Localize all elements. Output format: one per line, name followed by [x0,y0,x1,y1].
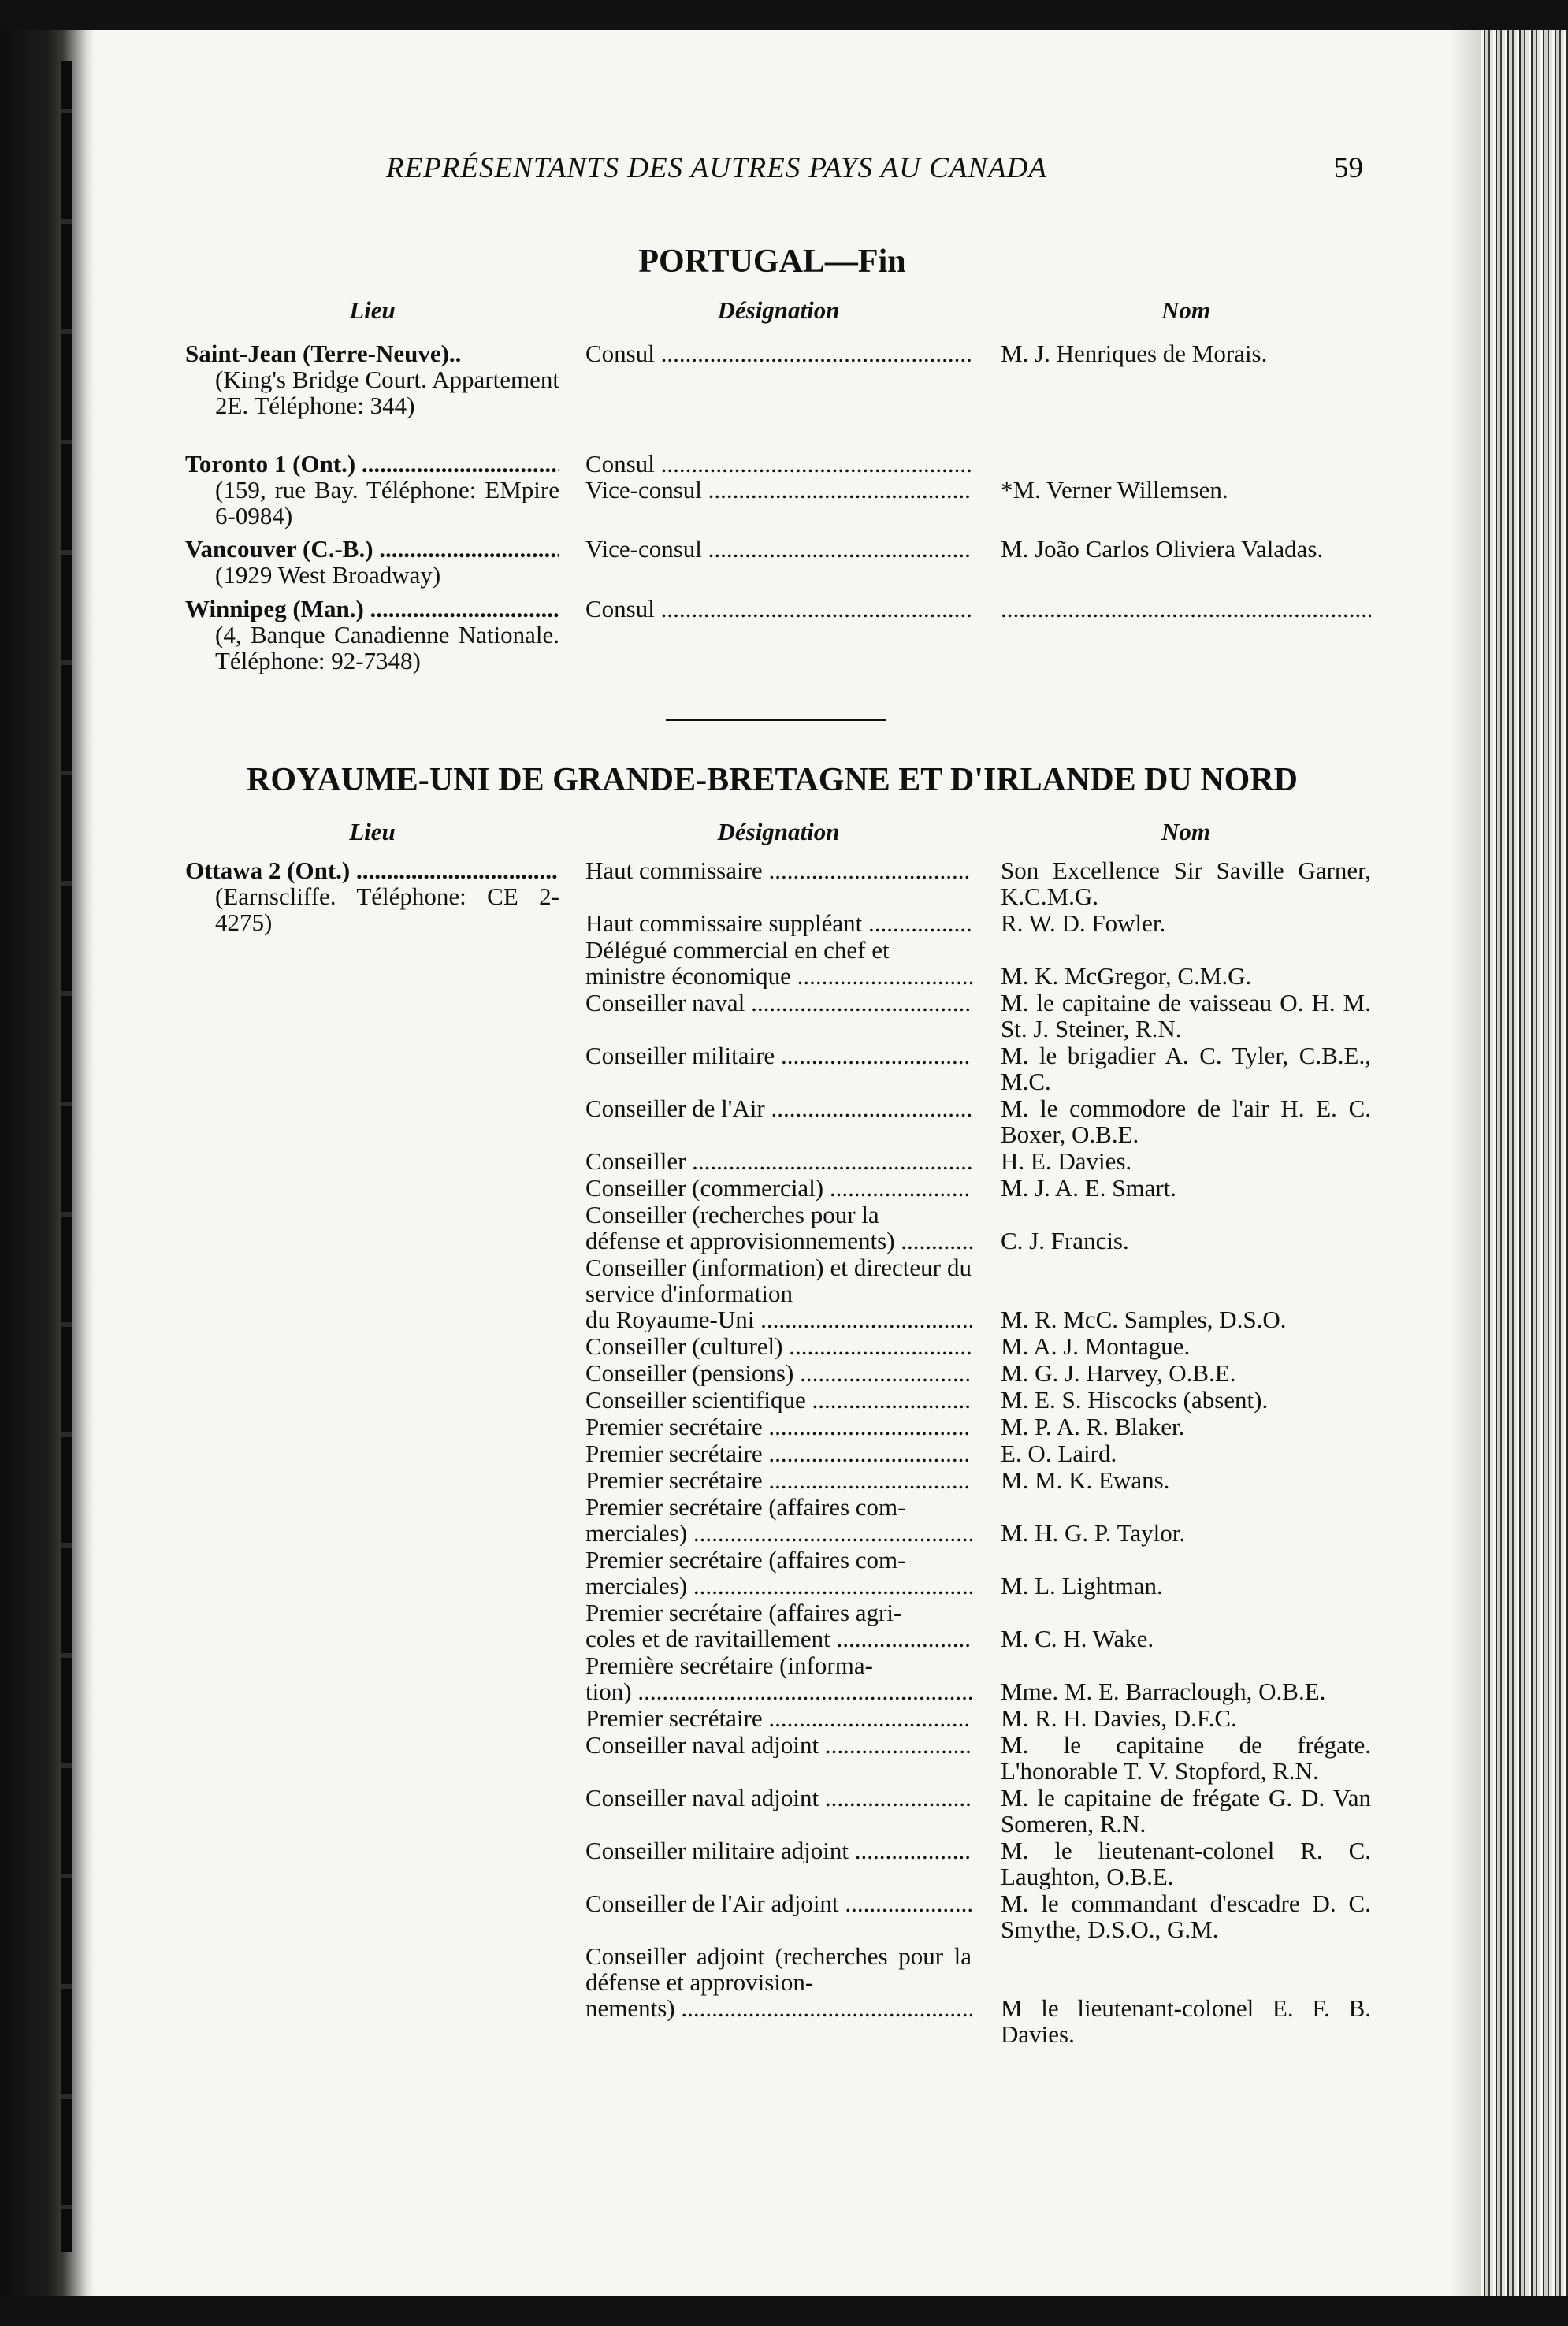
address: (159, rue Bay. Téléphone: EMpire 6-0984) [215,476,559,529]
city: Ottawa 2 (Ont.) ..... [185,857,559,883]
designation-continued: Conseiller (recherches pour la [585,1201,879,1228]
name: M. le commandant d'escadre D. C. Smythe, D.S.O., G.M. [1001,1889,1371,1943]
page-number: 59 [1334,152,1363,184]
city: Saint-Jean (Terre-Neuve).. [185,340,462,367]
name: M. R. H. Davies, D.F.C. [1001,1704,1237,1732]
designation: ministre économique ..... [585,963,972,989]
designation: Conseiller naval adjoint ..... [585,1785,972,1811]
designation: Premier secrétaire ..... [585,1705,972,1731]
designation: du Royaume-Uni ..... [585,1306,972,1332]
designation: Conseiller militaire adjoint ..... [585,1837,972,1863]
address: (4, Banque Canadienne Nationale. Téléphone: 92-7348) [215,621,559,674]
designation: Premier secrétaire ..... [585,1440,972,1466]
name: M. P. A. R. Blaker. [1001,1413,1185,1440]
name [1001,596,1371,622]
city: Toronto 1 (Ont.) ..... [185,451,559,477]
portugal-title: PORTUGAL—Fin [638,243,906,280]
designation: merciales) ..... [585,1520,972,1546]
name: M le lieutenant-colonel E. F. B. Davies. [1001,1994,1371,2048]
designation: Haut commissaire ..... [585,857,972,883]
designation-continued: Premier secrétaire (affaires com- [585,1546,906,1574]
designation: Consul ..... [585,596,972,622]
binding-stitch [61,61,72,2252]
designation: Conseiller naval adjoint ..... [585,1732,972,1758]
name: M. le capitaine de vaisseau O. H. M. St. J. Steiner, R.N. [1001,989,1371,1042]
designation: Consul ..... [585,340,972,366]
address: (1929 West Broadway) [215,561,441,589]
designation: Conseiller scientifique ..... [585,1387,972,1413]
name: M. R. McC. Samples, D.S.O. [1001,1306,1287,1333]
name: H. E. Davies. [1001,1147,1132,1175]
designation-continued: Premier secrétaire (affaires com- [585,1493,906,1521]
designation-continued: Première secrétaire (informa- [585,1652,873,1679]
name: M. H. G. P. Taylor. [1001,1519,1186,1547]
city: Winnipeg (Man.) ..... [185,596,559,622]
designation: Conseiller ..... [585,1148,972,1174]
name: M. le brigadier A. C. Tyler, C.B.E., M.C. [1001,1042,1371,1095]
name: M. E. S. Hiscocks (absent). [1001,1386,1269,1414]
name: E. O. Laird. [1001,1440,1117,1467]
page-edges [1481,30,1568,2296]
designation: Premier secrétaire ..... [585,1414,972,1440]
designation: Conseiller militaire ..... [585,1042,972,1068]
name: M. A. J. Montague. [1001,1332,1191,1360]
city: Vancouver (C.-B.) ..... [185,536,559,562]
designation: Conseiller (pensions) ..... [585,1360,972,1386]
name: M. le capitaine de frégate G. D. Van Someren, R.N. [1001,1784,1371,1837]
uk-col-designation: Désignation [717,818,840,845]
name: M. C. H. Wake. [1001,1625,1154,1652]
name: Son Excellence Sir Saville Garner, K.C.M.G. [1001,856,1371,910]
name: Mme. M. E. Barraclough, O.B.E. [1001,1678,1326,1705]
name: M. le capitaine de frégate. L'honorable T. V. Stopford, R.N. [1001,1731,1371,1785]
designation-continued: Conseiller (information) et directeur du service d'information [585,1254,972,1307]
page-header [386,151,1363,199]
address: (Earnscliffe. Téléphone: CE 2-4275) [215,882,559,936]
uk-col-nom: Nom [1161,818,1210,845]
designation-continued: Délégué commercial en chef et [585,936,890,964]
section-divider [666,719,886,721]
portugal-col-designation: Désignation [717,296,840,324]
name: M. G. J. Harvey, O.B.E. [1001,1359,1236,1387]
name: C. J. Francis. [1001,1227,1129,1254]
name: M. J. Henriques de Morais. [1001,340,1268,367]
portugal-col-lieu: Lieu [349,296,396,324]
name: R. W. D. Fowler. [1001,909,1166,937]
designation-continued: Premier secrétaire (affaires agri- [585,1599,902,1626]
designation: Conseiller naval ..... [585,990,972,1016]
uk-col-lieu: Lieu [349,818,396,845]
designation: merciales) ..... [585,1573,972,1599]
name: M. L. Lightman. [1001,1572,1163,1600]
designation: nements) ..... [585,1995,972,2021]
name: M. K. McGregor, C.M.G. [1001,962,1252,990]
designation: Conseiller (culturel) ..... [585,1333,972,1359]
designation: Conseiller (commercial) ..... [585,1175,972,1201]
designation: Haut commissaire suppléant ..... [585,910,972,936]
name: M. J. A. E. Smart. [1001,1174,1177,1202]
designation: Conseiller de l'Air adjoint ..... [585,1890,972,1916]
name [1001,451,1371,477]
name: M. João Carlos Oliviera Valadas. [1001,535,1324,563]
name: M. M. K. Ewans. [1001,1466,1170,1494]
portugal-col-nom: Nom [1161,296,1210,324]
book-spine [0,30,95,2296]
designation: Premier secrétaire ..... [585,1467,972,1493]
designation: Vice-consul ..... [585,536,972,562]
name: *M. Verner Willemsen. [1001,476,1228,503]
designation: tion) ..... [585,1678,972,1704]
designation: coles et de ravitaillement ..... [585,1626,972,1652]
address: (King's Bridge Court. Appartement 2E. Téléphone: 344) [215,366,559,419]
designation: Vice-consul ..... [585,477,972,503]
designation-continued: Conseiller adjoint (recherches pour la défense et approvision- [585,1942,972,1996]
uk-title: ROYAUME-UNI DE GRANDE-BRETAGNE ET D'IRLANDE DU NORD [246,762,1298,798]
name: M. le lieutenant-colonel R. C. Laughton, O.B.E. [1001,1837,1371,1890]
designation: Consul ..... [585,451,972,477]
running-title: REPRÉSENTANTS DES AUTRES PAYS AU CANADA [386,152,1047,184]
designation: défense et approvisionnements) ..... [585,1228,972,1254]
designation: Conseiller de l'Air ..... [585,1095,972,1121]
name: M. le commodore de l'air H. E. C. Boxer, O.B.E. [1001,1094,1371,1148]
